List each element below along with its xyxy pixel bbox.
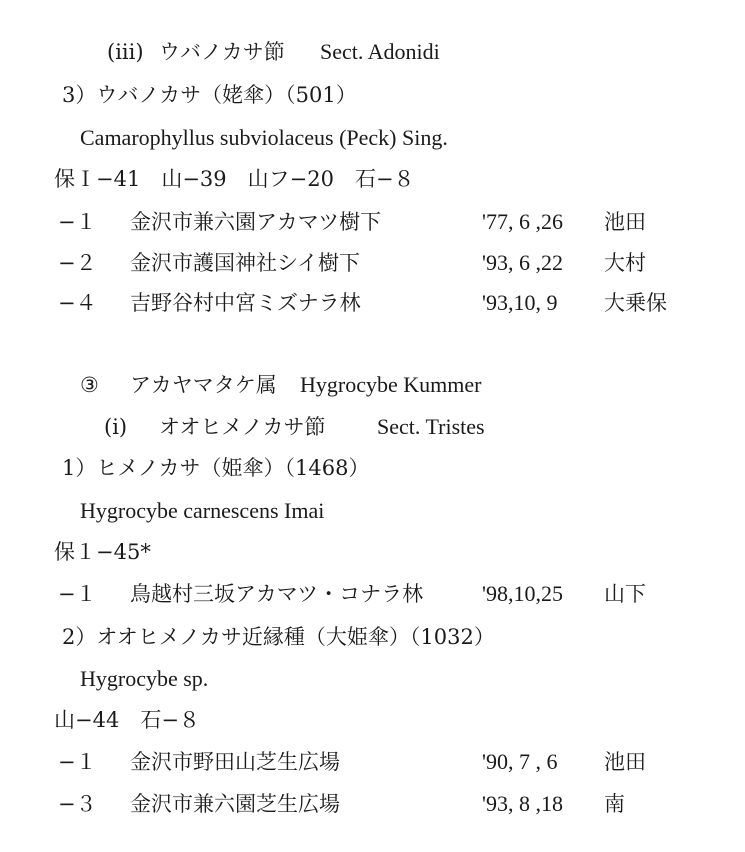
record-number: −３ (58, 792, 97, 816)
section-name-jp: オオヒメノカサ節 (159, 415, 326, 439)
record-collector: 池田 (604, 750, 646, 774)
species-latin-name: Hygrocybe carnescens Imai (80, 498, 325, 523)
genus-name-latin: Hygrocybe Kummer (300, 372, 482, 397)
record-place: 金沢市兼六園アカマツ樹下 (130, 210, 382, 234)
distribution-line: 山−44 石−８ (54, 708, 200, 732)
record-collector: 南 (604, 792, 625, 816)
record-place: 金沢市野田山芝生広場 (130, 750, 340, 774)
species-latin-name: Hygrocybe sp. (80, 666, 209, 691)
record-number: −２ (58, 251, 97, 275)
record-collector: 池田 (604, 210, 646, 234)
species-heading: 2）オオヒメノカサ近縁種（大姫傘）（1032） (62, 625, 495, 649)
record-place: 金沢市護国神社シイ樹下 (130, 251, 360, 275)
section-marker: (iii) (107, 40, 144, 64)
section-name-jp: ウバノカサ節 (159, 40, 285, 64)
section-name-latin: Sect. Tristes (377, 414, 485, 439)
record-date: '93, 6 ,22 (482, 250, 563, 275)
record-collector: 大乗保 (604, 291, 667, 315)
record-collector: 山下 (604, 582, 646, 606)
species-heading: 1）ヒメノカサ（姫傘）（1468） (62, 456, 370, 480)
record-date: '93, 8 ,18 (482, 791, 563, 816)
species-latin-name: Camarophyllus subviolaceus (Peck) Sing. (80, 125, 448, 150)
record-number: −１ (58, 582, 97, 606)
section-marker: (i) (104, 415, 128, 439)
record-collector: 大村 (604, 251, 646, 275)
record-date: '77, 6 ,26 (482, 209, 563, 234)
distribution-line: 保Ｉ−41 山−39 山フ−20 石−８ (54, 167, 415, 191)
record-number: −４ (58, 291, 97, 315)
record-number: −１ (58, 750, 97, 774)
distribution-line: 保１−45* (54, 540, 151, 564)
record-number: −１ (58, 210, 97, 234)
record-date: '93,10, 9 (482, 290, 558, 315)
record-place: 鳥越村三坂アカマツ・コナラ林 (130, 582, 424, 606)
section-name-latin: Sect. Adonidi (320, 39, 440, 64)
genus-name-jp: アカヤマタケ属 (130, 373, 277, 397)
record-date: '90, 7 , 6 (482, 749, 558, 774)
record-place: 金沢市兼六園芝生広場 (130, 792, 340, 816)
species-heading: 3）ウバノカサ（姥傘）（501） (62, 83, 357, 107)
genus-marker: ③ (80, 373, 99, 397)
record-date: '98,10,25 (482, 581, 563, 606)
record-place: 吉野谷村中宮ミズナラ林 (130, 291, 361, 315)
